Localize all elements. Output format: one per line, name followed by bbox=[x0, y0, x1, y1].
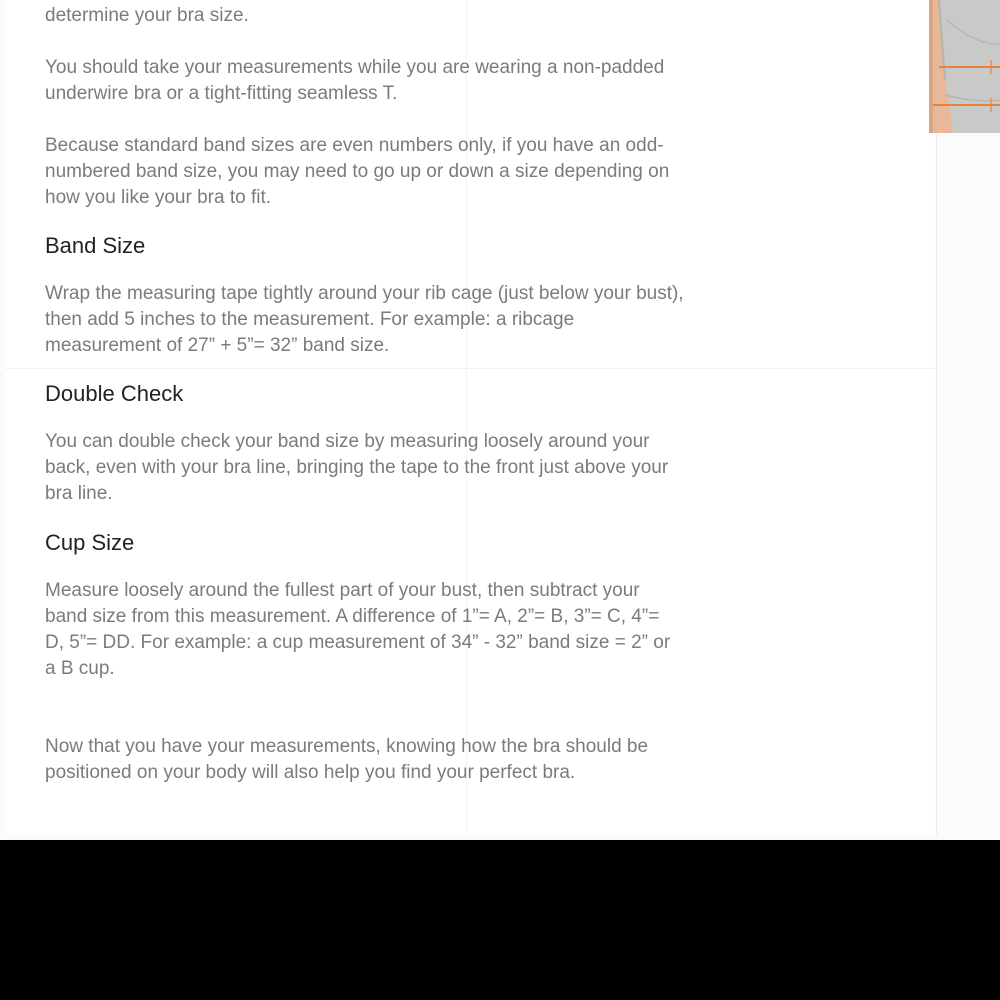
odd-band-paragraph bbox=[45, 133, 705, 211]
closing-paragraph bbox=[45, 734, 705, 786]
text-line: Wrap the measuring tape tightly around your rib cage (just below your bust), bbox=[45, 283, 684, 304]
cup-size-heading: Cup Size bbox=[45, 530, 135, 555]
double-check-paragraph bbox=[45, 429, 705, 507]
text-line: numbered band size, you may need to go up or down a size depending on bbox=[45, 161, 670, 182]
double-check-heading: Double Check bbox=[45, 381, 184, 406]
wear-paragraph bbox=[45, 55, 705, 107]
text-line: measurement of 27” + 5”= 32” band size. bbox=[45, 335, 390, 356]
text-line: underwire bra or a tight-fitting seamless T. bbox=[45, 83, 398, 104]
text-line: a B cup. bbox=[45, 658, 115, 679]
text-line: determine your bra size. bbox=[45, 5, 249, 26]
model-illustration bbox=[929, 0, 1000, 133]
band-size-paragraph bbox=[45, 281, 705, 359]
bottom-black-bar bbox=[0, 840, 1000, 1000]
text-line: D, 5”= DD. For example: a cup measurement of 34” - 32” band size = 2” or bbox=[45, 632, 671, 653]
text-line: You should take your measurements while you are wearing a non-padded bbox=[45, 57, 665, 78]
band-size-heading: Band Size bbox=[45, 233, 146, 258]
text-line: how you like your bra to fit. bbox=[45, 187, 271, 208]
text-line: You can double check your band size by measuring loosely around your bbox=[45, 431, 650, 452]
text-line: back, even with your bra line, bringing the tape to the front just above your bbox=[45, 457, 669, 478]
bra-size-guide bbox=[45, 0, 705, 786]
cup-size-paragraph bbox=[45, 578, 705, 682]
text-line: positioned on your body will also help you find your perfect bra. bbox=[45, 762, 576, 783]
intro-paragraph bbox=[45, 0, 705, 29]
text-line: then add 5 inches to the measurement. For example: a ribcage bbox=[45, 309, 575, 330]
text-line: Measure loosely around the fullest part of your bust, then subtract your bbox=[45, 580, 640, 601]
text-line: band size from this measurement. A difference of 1”= A, 2”= B, 3”= C, 4”= bbox=[45, 606, 660, 627]
text-line: Because standard band sizes are even numbers only, if you have an odd- bbox=[45, 135, 664, 156]
text-line: Now that you have your measurements, knowing how the bra should be bbox=[45, 736, 649, 757]
text-line: bra line. bbox=[45, 483, 113, 504]
measuring-tape-model-image bbox=[929, 0, 1000, 133]
